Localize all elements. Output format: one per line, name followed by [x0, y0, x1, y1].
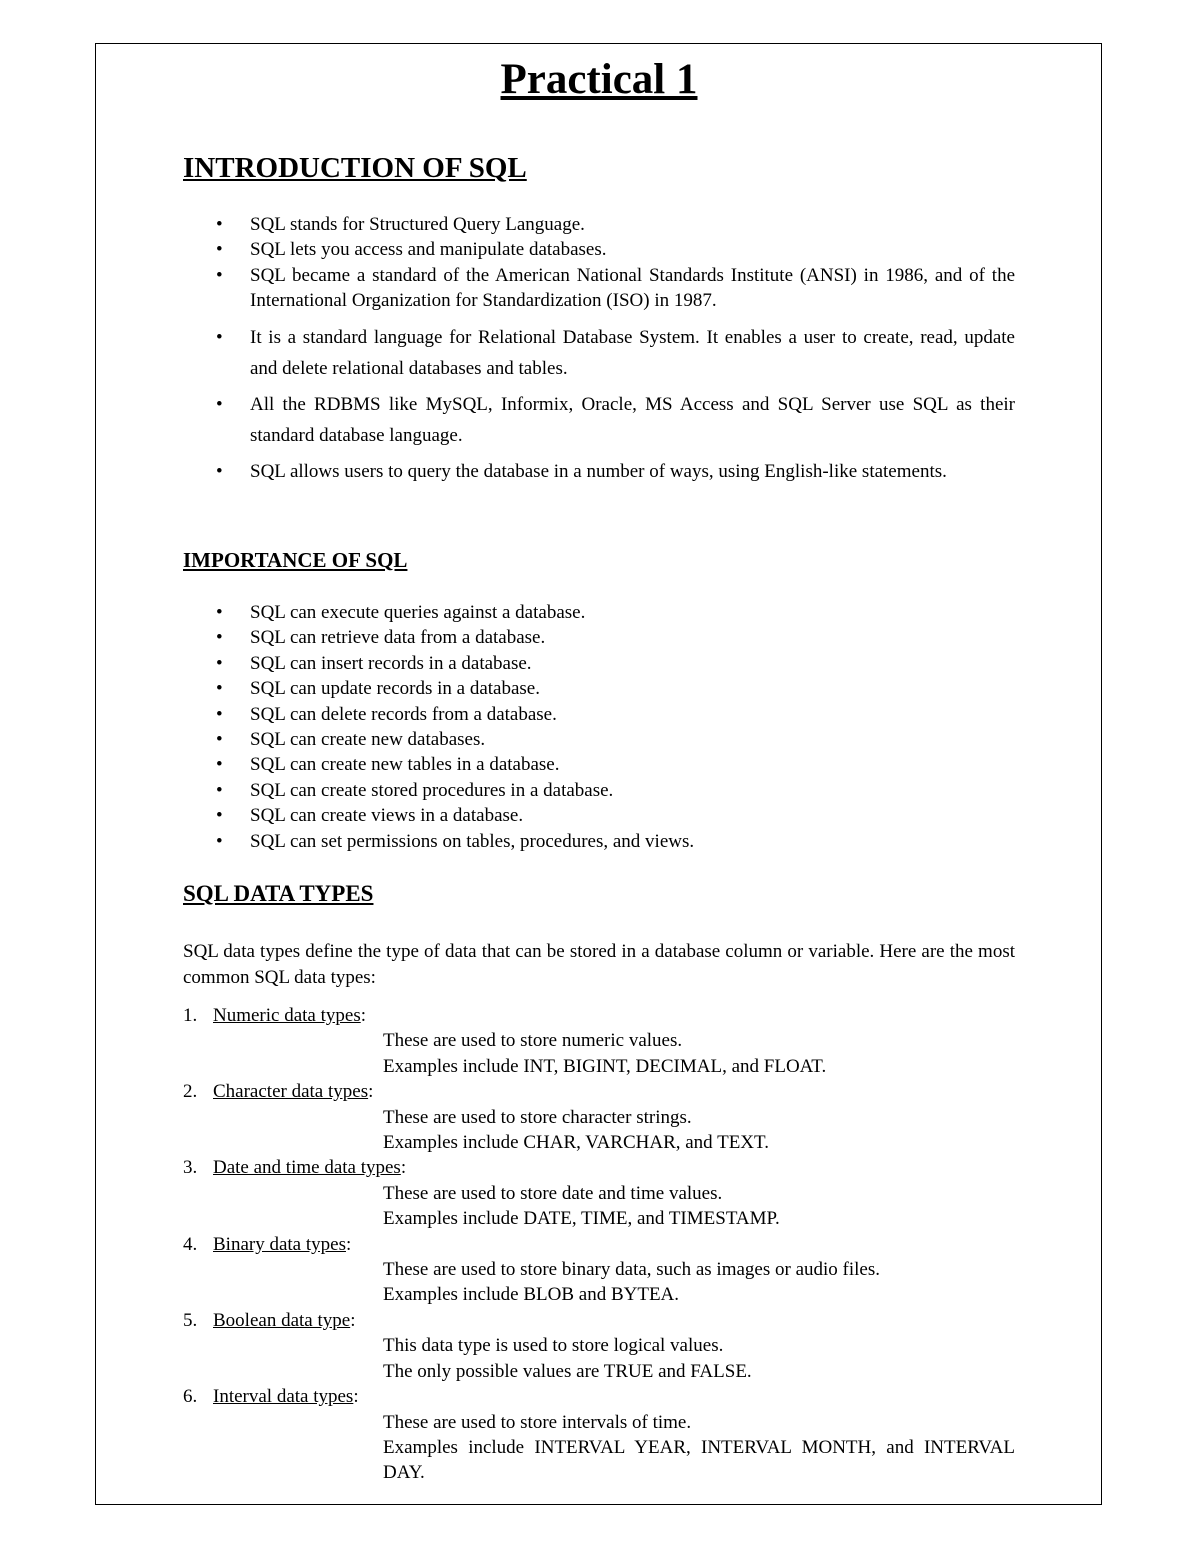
- data-type-name: Interval data types: [213, 1386, 354, 1408]
- list-item: • SQL stands for Structured Query Language.: [183, 212, 1015, 237]
- item-number: 5.: [183, 1309, 198, 1331]
- data-type-description: These are used to store intervals of time.: [383, 1411, 692, 1433]
- data-type-examples: Examples include CHAR, VARCHAR, and TEXT.: [383, 1132, 769, 1154]
- page-title: Practical 1: [500, 56, 698, 103]
- list-item: • It is a standard language for Relational Database System. It enables a user to create, read, update and delete relational databases and tables.: [183, 323, 1015, 384]
- list-item: • SQL can insert records in a database.: [183, 651, 1015, 676]
- list-item: • SQL allows users to query the database in a number of ways, using English-like statements.: [183, 457, 1015, 488]
- data-type-item: 3. Date and time data types: These are used to store date and time values. Examples include DATE, TIME, and TIMESTAMP.: [183, 1155, 1015, 1231]
- data-type-examples: The only possible values are TRUE and FALSE.: [383, 1360, 752, 1382]
- list-item: • All the RDBMS like MySQL, Informix, Oracle, MS Access and SQL Server use SQL as their standard database language.: [183, 390, 1015, 451]
- data-type-item: 6. Interval data types: These are used to store intervals of time. Examples include INTERVAL YEAR, INTERVAL MONTH, and INTERVAL DAY.: [183, 1384, 1015, 1486]
- intro-list-loose: [183, 323, 1015, 488]
- item-number: 1.: [183, 1005, 198, 1026]
- list-item: • SQL can retrieve data from a database.: [183, 625, 1015, 650]
- intro-heading: INTRODUCTION OF SQL: [183, 152, 527, 184]
- data-type-examples: Examples include BLOB and BYTEA.: [383, 1284, 680, 1306]
- importance-heading: IMPORTANCE OF SQL: [183, 548, 408, 572]
- data-types-list: [183, 1003, 1015, 1486]
- data-type-item: 1. Numeric data types: These are used to store numeric values. Examples include INT, BIGINT, DECIMAL, and FLOAT.: [183, 1003, 1015, 1079]
- data-type-item: 5. Boolean data type: This data type is used to store logical values. The only possible values are TRUE and FALSE.: [183, 1308, 1015, 1384]
- list-item: • SQL can set permissions on tables, procedures, and views.: [183, 829, 1015, 854]
- list-item: • SQL can update records in a database.: [183, 676, 1015, 701]
- data-types-heading: SQL DATA TYPES: [183, 881, 374, 906]
- data-type-name: Numeric data types: [213, 1005, 361, 1026]
- importance-list: [183, 600, 1015, 854]
- data-type-name: Date and time data types: [213, 1157, 401, 1179]
- data-type-examples: Examples include INT, BIGINT, DECIMAL, and FLOAT.: [383, 1055, 827, 1077]
- list-item: • SQL can create stored procedures in a database.: [183, 778, 1015, 803]
- list-item: • SQL lets you access and manipulate databases.: [183, 237, 1015, 262]
- data-type-examples: Examples include DATE, TIME, and TIMESTAMP.: [383, 1208, 780, 1230]
- data-type-item: 2. Character data types: These are used to store character strings. Examples include CHAR, VARCHAR, and TEXT.: [183, 1079, 1015, 1155]
- data-type-description: These are used to store date and time values.: [383, 1182, 723, 1204]
- list-item: • SQL can create new tables in a database.: [183, 752, 1015, 777]
- data-type-examples: Examples include INTERVAL YEAR, INTERVAL MONTH, and INTERVAL DAY.: [383, 1436, 1015, 1484]
- item-number: 3.: [183, 1157, 198, 1179]
- data-type-name: Binary data types: [213, 1233, 346, 1255]
- list-item: • SQL can execute queries against a database.: [183, 600, 1015, 625]
- list-item: • SQL can create new databases.: [183, 727, 1015, 752]
- data-type-description: These are used to store character strings.: [383, 1106, 692, 1128]
- list-item: • SQL became a standard of the American National Standards Institute (ANSI) in 1986, and of the International Organization for Standardization (ISO) in 1987.: [183, 263, 1015, 314]
- data-type-description: These are used to store numeric values.: [383, 1030, 683, 1052]
- data-type-description: This data type is used to store logical values.: [383, 1335, 724, 1357]
- list-item: • SQL can create views in a database.: [183, 803, 1015, 828]
- data-type-item: 4. Binary data types: These are used to store binary data, such as images or audio files. Examples include BLOB and BYTEA.: [183, 1232, 1015, 1308]
- item-number: 2.: [183, 1081, 198, 1103]
- data-type-description: These are used to store binary data, such as images or audio files.: [383, 1259, 881, 1281]
- intro-list-tight: [183, 212, 1015, 314]
- data-type-name: Boolean data type: [213, 1309, 351, 1331]
- list-item: • SQL can delete records from a database.: [183, 702, 1015, 727]
- item-number: 6.: [183, 1386, 198, 1408]
- data-types-intro: SQL data types define the type of data that can be stored in a database column or variable. Here are the most common SQL data types:: [183, 941, 1015, 988]
- data-type-name: Character data types: [213, 1081, 369, 1103]
- item-number: 4.: [183, 1233, 198, 1255]
